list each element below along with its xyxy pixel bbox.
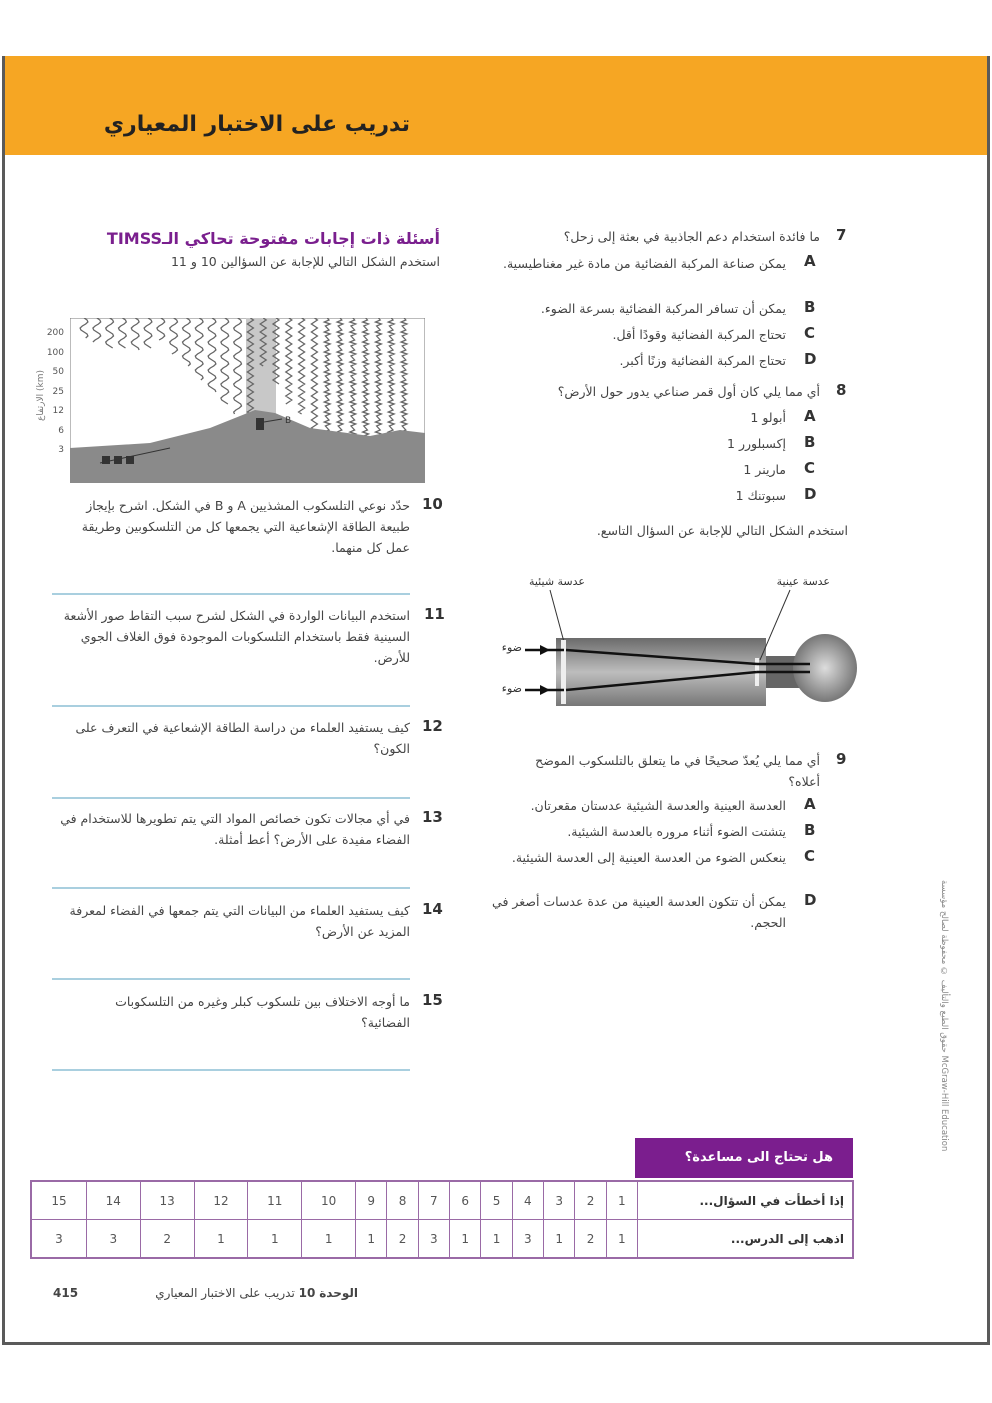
question-cell: 3 [544,1181,575,1220]
question-number: 13 [422,808,443,826]
option-letter: B [804,433,816,451]
y-tick-label: 12 [52,406,64,416]
answer-line [52,1069,410,1071]
question-cell: 8 [387,1181,418,1220]
question-number: 11 [424,605,445,623]
option-text: أبولو 1 [750,410,786,425]
help-table [30,1180,854,1259]
y-tick-label: 25 [52,386,64,397]
question-text: ما أوجه الاختلاف بين تلسكوب كبلر وغيره من التلسكوبات الفضائية؟ [115,994,410,1030]
lesson-cell: 1 [194,1220,248,1259]
y-tick-label: 50 [52,367,64,377]
option-letter: D [804,485,817,503]
option-letter: C [804,847,816,865]
figure-intro: استخدم الشكل التالي للإجابة عن السؤالين 10 و 11 [170,254,440,269]
question-cell: 1 [606,1181,637,1220]
copyright-credit: حقوق الطبع والتأليف © محفوظة لصالح مؤسسة McGraw-Hill Education [939,880,949,1152]
figure-intro: استخدم الشكل التالي للإجابة عن السؤال التاسع. [596,523,848,538]
option-text: إكسبلورر 1 [727,436,786,451]
lesson-cell: 2 [140,1220,194,1259]
question-cell: 10 [302,1181,356,1220]
question-number: 10 [422,495,443,513]
lesson-cell: 1 [248,1220,302,1259]
option-text: يمكن صناعة المركبة الفضائية من مادة غير مغناطيسية. [503,256,786,271]
table-row-lessons [31,1220,853,1259]
question-text: كيف يستفيد العلماء من دراسة الطاقة الإشعاعية في التعرف على الكون؟ [75,720,410,756]
lesson-cell: 1 [302,1220,356,1259]
option-letter: B [804,821,816,839]
question-cell: 12 [194,1181,248,1220]
option-letter: A [804,795,816,813]
question-cell: 4 [512,1181,543,1220]
question-cell: 14 [86,1181,140,1220]
question-number: 7 [836,226,847,244]
option-text: مارينر 1 [743,462,786,477]
lesson-cell: 1 [450,1220,481,1259]
question-cell: 7 [418,1181,449,1220]
lesson-cell: 3 [512,1220,543,1259]
footer-unit [100,1286,358,1300]
question-number: 12 [422,717,443,735]
question-number: 15 [422,991,443,1009]
y-tick-label: 100 [46,347,64,358]
question-text: استخدم البيانات الواردة في الشكل لشرح سبب التقاط صور الأشعة السينية فقط باستخدام التلسكوبات الموجودة فوق الغلاف الجوي للأرض. [63,608,410,665]
question-number: 8 [836,381,847,399]
lesson-cell: 1 [544,1220,575,1259]
question-text: أي مما يلي كان أول قمر صناعي يدور حول الأرض؟ [557,384,820,399]
y-tick-label: 6 [58,425,64,436]
eyepiece-lens-label: عدسة عينية [776,575,830,588]
objective-lens-label: عدسة شيئية [528,575,585,588]
question-number: 9 [836,750,847,768]
option-letter: A [804,252,816,270]
option-text: تحتاج المركبة الفضائية وقودًا أقل. [612,327,786,342]
y-tick-label: 200 [46,328,64,338]
row-label: اذهب إلى الدرس... [638,1220,854,1259]
lesson-cell: 3 [86,1220,140,1259]
row-label: إذا أخطأت في السؤال... [638,1181,854,1220]
option-letter: A [804,407,816,425]
option-letter: B [804,298,816,316]
question-text: حدّد نوعي التلسكوب المشذيين A و B في الشكل. اشرح بإيجاز طبيعة الطاقة الإشعاعية التي يجمعها كل من التلسكوبين وطريقة عمل كل منهما. [81,498,410,555]
lesson-cell: 1 [481,1220,512,1259]
option-text: تحتاج المركبة الفضائية وزنًا أكبر. [619,353,786,368]
lesson-cell: 1 [606,1220,637,1259]
option-text: يتشتت الضوء أثناء مروره بالعدسة الشيئية. [567,824,786,839]
question-cell: 9 [356,1181,387,1220]
option-letter: C [804,324,816,342]
telescope-b [256,418,264,430]
option-text: يمكن أن تسافر المركبة الفضائية بسرعة الضوء. [540,301,786,316]
lesson-cell: 2 [387,1220,418,1259]
unit-number: 10 [298,1286,316,1300]
option-letter: D [804,350,817,368]
unit-label: الوحدة [319,1286,358,1300]
section-title: أسئلة ذات إجابات مفتوحة تحاكي الـTIMSS [106,229,440,248]
page-number: 415 [53,1286,79,1300]
question-cell: 6 [450,1181,481,1220]
question-text: كيف يستفيد العلماء من البيانات التي يتم جمعها في الفضاء لمعرفة المزيد عن الأرض؟ [69,903,410,939]
option-letter: D [804,891,817,909]
answer-line [52,705,410,707]
need-help-header: هل تحتاج الى مساعدة؟ [635,1138,853,1178]
page-title: تدريب على الاختبار المعياري [103,112,410,137]
question-cell: 11 [248,1181,302,1220]
table-row-questions [31,1181,853,1220]
question-cell: 2 [575,1181,606,1220]
lesson-cell: 3 [31,1220,86,1259]
question-text: في أي مجالات تكون خصائص المواد التي يتم تطويرها للاستخدام في الفضاء مفيدة على الأرض؟ أعط أمثلة. [60,811,410,847]
option-text: العدسة العينية والعدسة الشيئية عدستان مقعرتان. [530,798,786,813]
question-text: ما فائدة استخدام دعم الجاذبية في بعثة إلى زحل؟ [563,229,820,244]
question-number: 14 [422,900,443,918]
question-text: أي مما يلي يُعدّ صحيحًا في ما يتعلق بالتلسكوب الموضح أعلاه؟ [535,753,820,789]
lesson-cell: 2 [575,1220,606,1259]
answer-line [52,593,410,595]
answer-line [52,978,410,980]
option-text: سبوتنك 1 [735,488,786,503]
light-label: ضوء [501,682,522,695]
answer-line [52,887,410,889]
question-cell: 13 [140,1181,194,1220]
chart-plot [70,318,425,483]
option-text: ينعكس الضوء من العدسة العينية إلى العدسة الشيئية. [511,850,786,865]
telescope-diagram [480,560,860,720]
question-cell: 15 [31,1181,86,1220]
light-label: ضوء [501,641,522,654]
y-tick-label: 3 [58,445,64,455]
lesson-cell: 3 [418,1220,449,1259]
option-text: يمكن أن تتكون العدسة العينية من عدة عدسات أصغر في الحجم. [492,894,786,930]
y-axis-label: الارتفاع (km) [36,370,46,422]
header-banner [5,56,987,155]
option-letter: C [804,459,816,477]
answer-line [52,797,410,799]
lesson-cell: 1 [356,1220,387,1259]
question-cell: 5 [481,1181,512,1220]
unit-title: تدريب على الاختبار المعياري [155,1286,295,1300]
telescope-b-marker: B [285,416,292,426]
